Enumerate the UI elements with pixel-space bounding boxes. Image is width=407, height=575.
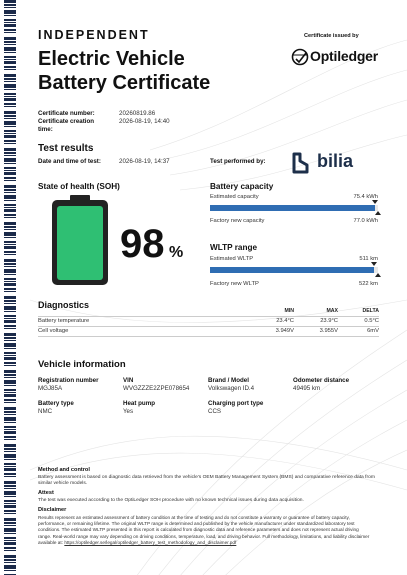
certificate-title-line1: Electric Vehicle [38, 48, 185, 70]
battery-type-value: NMC [38, 408, 53, 415]
certificate-creation-label: Certificate creation time: [38, 118, 95, 133]
wltp-factory-marker [375, 273, 381, 277]
battery-type-label: Battery type [38, 400, 74, 407]
capacity-bar-fill [210, 205, 375, 211]
diagnostics-row-label: Battery temperature [38, 318, 90, 324]
disclaimer-link-prefix: available at: [38, 539, 65, 545]
wltp-factory-value: 522 km [358, 281, 378, 287]
capacity-estimated-label: Estimated capacity [210, 194, 259, 200]
diagnostics-row-delta: 0.5°C [364, 318, 379, 324]
certificate-creation-value: 2026-08-19, 14:40 [119, 118, 170, 125]
diagnostics-row-max: 3.955V [319, 328, 338, 334]
test-performed-label: Test performed by: [210, 158, 266, 165]
odometer-value: 49495 km [293, 385, 321, 392]
diagnostics-row-label: Cell voltage [38, 328, 69, 334]
soh-value: 98 [120, 222, 165, 266]
diagnostics-row-delta: 6mV [367, 328, 379, 334]
vin-label: VIN [123, 377, 134, 384]
disclaimer-line: Results represent an estimated assessment of battery condition at the time of testing and do not constitute a warranty or guarantee of battery capacity, [38, 515, 350, 520]
battery-fill [57, 206, 103, 280]
capacity-bar-track [210, 205, 378, 211]
disclaimer-link[interactable]: https://optiledger.se/legal/optiledger_battery_test_methodology_and_disclaimer.pdf [64, 539, 237, 545]
diagnostics-header-row [38, 306, 379, 316]
optiledger-lock-icon [290, 47, 310, 67]
disclaimer-line: performance, or remaining lifetime. The original WLTP range is determined and published by the vehicle manufacturer under standardized laboratory test [38, 521, 355, 527]
charging-port-value: CCS [208, 408, 222, 415]
odometer-label: Odometer distance [293, 377, 350, 384]
reg-number-value: MGJ85A [38, 385, 63, 392]
heat-pump-value: Yes [123, 408, 134, 415]
eyebrow-label: INDEPENDENT [38, 28, 150, 42]
capacity-estimated-value: 75.4 kWh [353, 194, 378, 200]
barcode-strip [4, 0, 16, 575]
capacity-title: Battery capacity [210, 182, 274, 191]
wltp-estimated-value: 511 km [359, 256, 378, 262]
certificate-title-line2: Battery Certificate [38, 72, 211, 94]
capacity-factory-label: Factory new capacity [210, 218, 265, 224]
issuer-label: Certificate issued by [304, 33, 359, 39]
heat-pump-label: Heat pump [123, 400, 155, 407]
disclaimer-text [38, 515, 383, 546]
diagnostics-row-min: 3.949V [275, 328, 294, 334]
capacity-estimated-marker [372, 200, 378, 204]
table-row [38, 316, 379, 326]
bilia-logo [290, 150, 380, 176]
vin-value: WVGZZZE2ZPE078654 [123, 385, 190, 392]
charging-port-label: Charging port type [208, 400, 264, 407]
soh-title: State of health (SOH) [38, 182, 120, 191]
wltp-estimated-label: Estimated WLTP [210, 256, 254, 262]
bilia-mark-icon [290, 151, 314, 175]
method-title: Method and control [38, 467, 90, 473]
test-date-label: Date and time of test: [38, 158, 101, 165]
disclaimer-line: range. Real-world range may vary depending on driving conditions, temperature, load, and driving behavior. Full methodology, limitations, and liability disclaimer [38, 533, 370, 539]
performer-name: bilia [317, 151, 354, 171]
diagnostics-title: Diagnostics [38, 300, 90, 310]
capacity-factory-value: 77.0 kWh [353, 218, 378, 224]
brand-model-value: Volkswagen ID.4 [208, 385, 255, 392]
test-results-title: Test results [38, 143, 94, 154]
disclaimer-line [38, 540, 383, 546]
test-date-value: 2026-08-19, 14:37 [119, 158, 170, 165]
wltp-bar-fill [210, 267, 374, 273]
diagnostics-row-max: 23.9°C [320, 318, 338, 324]
diagnostics-col-min: MIN [284, 307, 294, 314]
attest-text: The test was executed according to the OptiLedger SOH procedure with no known technical issues during data acquisition. [38, 498, 304, 503]
diagnostics-col-delta: DELTA [362, 307, 379, 314]
diagnostics-table [38, 306, 379, 337]
issuer-name: Optiledger [310, 48, 379, 64]
vehicle-title: Vehicle information [38, 359, 126, 370]
certificate-number-label: Certificate number: [38, 110, 95, 117]
table-row [38, 326, 379, 336]
brand-model-label: Brand / Model [208, 377, 249, 384]
optiledger-logo [290, 46, 380, 68]
wltp-factory-label: Factory new WLTP [210, 281, 259, 287]
capacity-factory-marker [375, 211, 381, 215]
diagnostics-row-min: 23.4°C [276, 318, 294, 324]
method-text: Battery assessment is based on diagnostic data retrieved from the vehicle's OEM Battery Management System (BMS) and comparative reference data from similar vehicle models. [38, 475, 375, 487]
wltp-bar-track [210, 267, 378, 273]
soh-unit: % [169, 244, 184, 261]
reg-number-label: Registration number [38, 377, 99, 384]
attest-title: Attest [38, 490, 54, 496]
wltp-estimated-marker [371, 262, 377, 266]
disclaimer-line: conditions. The estimated WLTP presented in this report is calculated from diagnostic data and reference parameters and does not represent actual driving [38, 527, 359, 533]
diagnostics-col-max: MAX [326, 307, 338, 314]
disclaimer-title: Disclaimer [38, 507, 67, 513]
wltp-title: WLTP range [210, 243, 258, 252]
certificate-number-value: 20260819.86 [119, 110, 156, 117]
battery-gauge [52, 195, 108, 285]
